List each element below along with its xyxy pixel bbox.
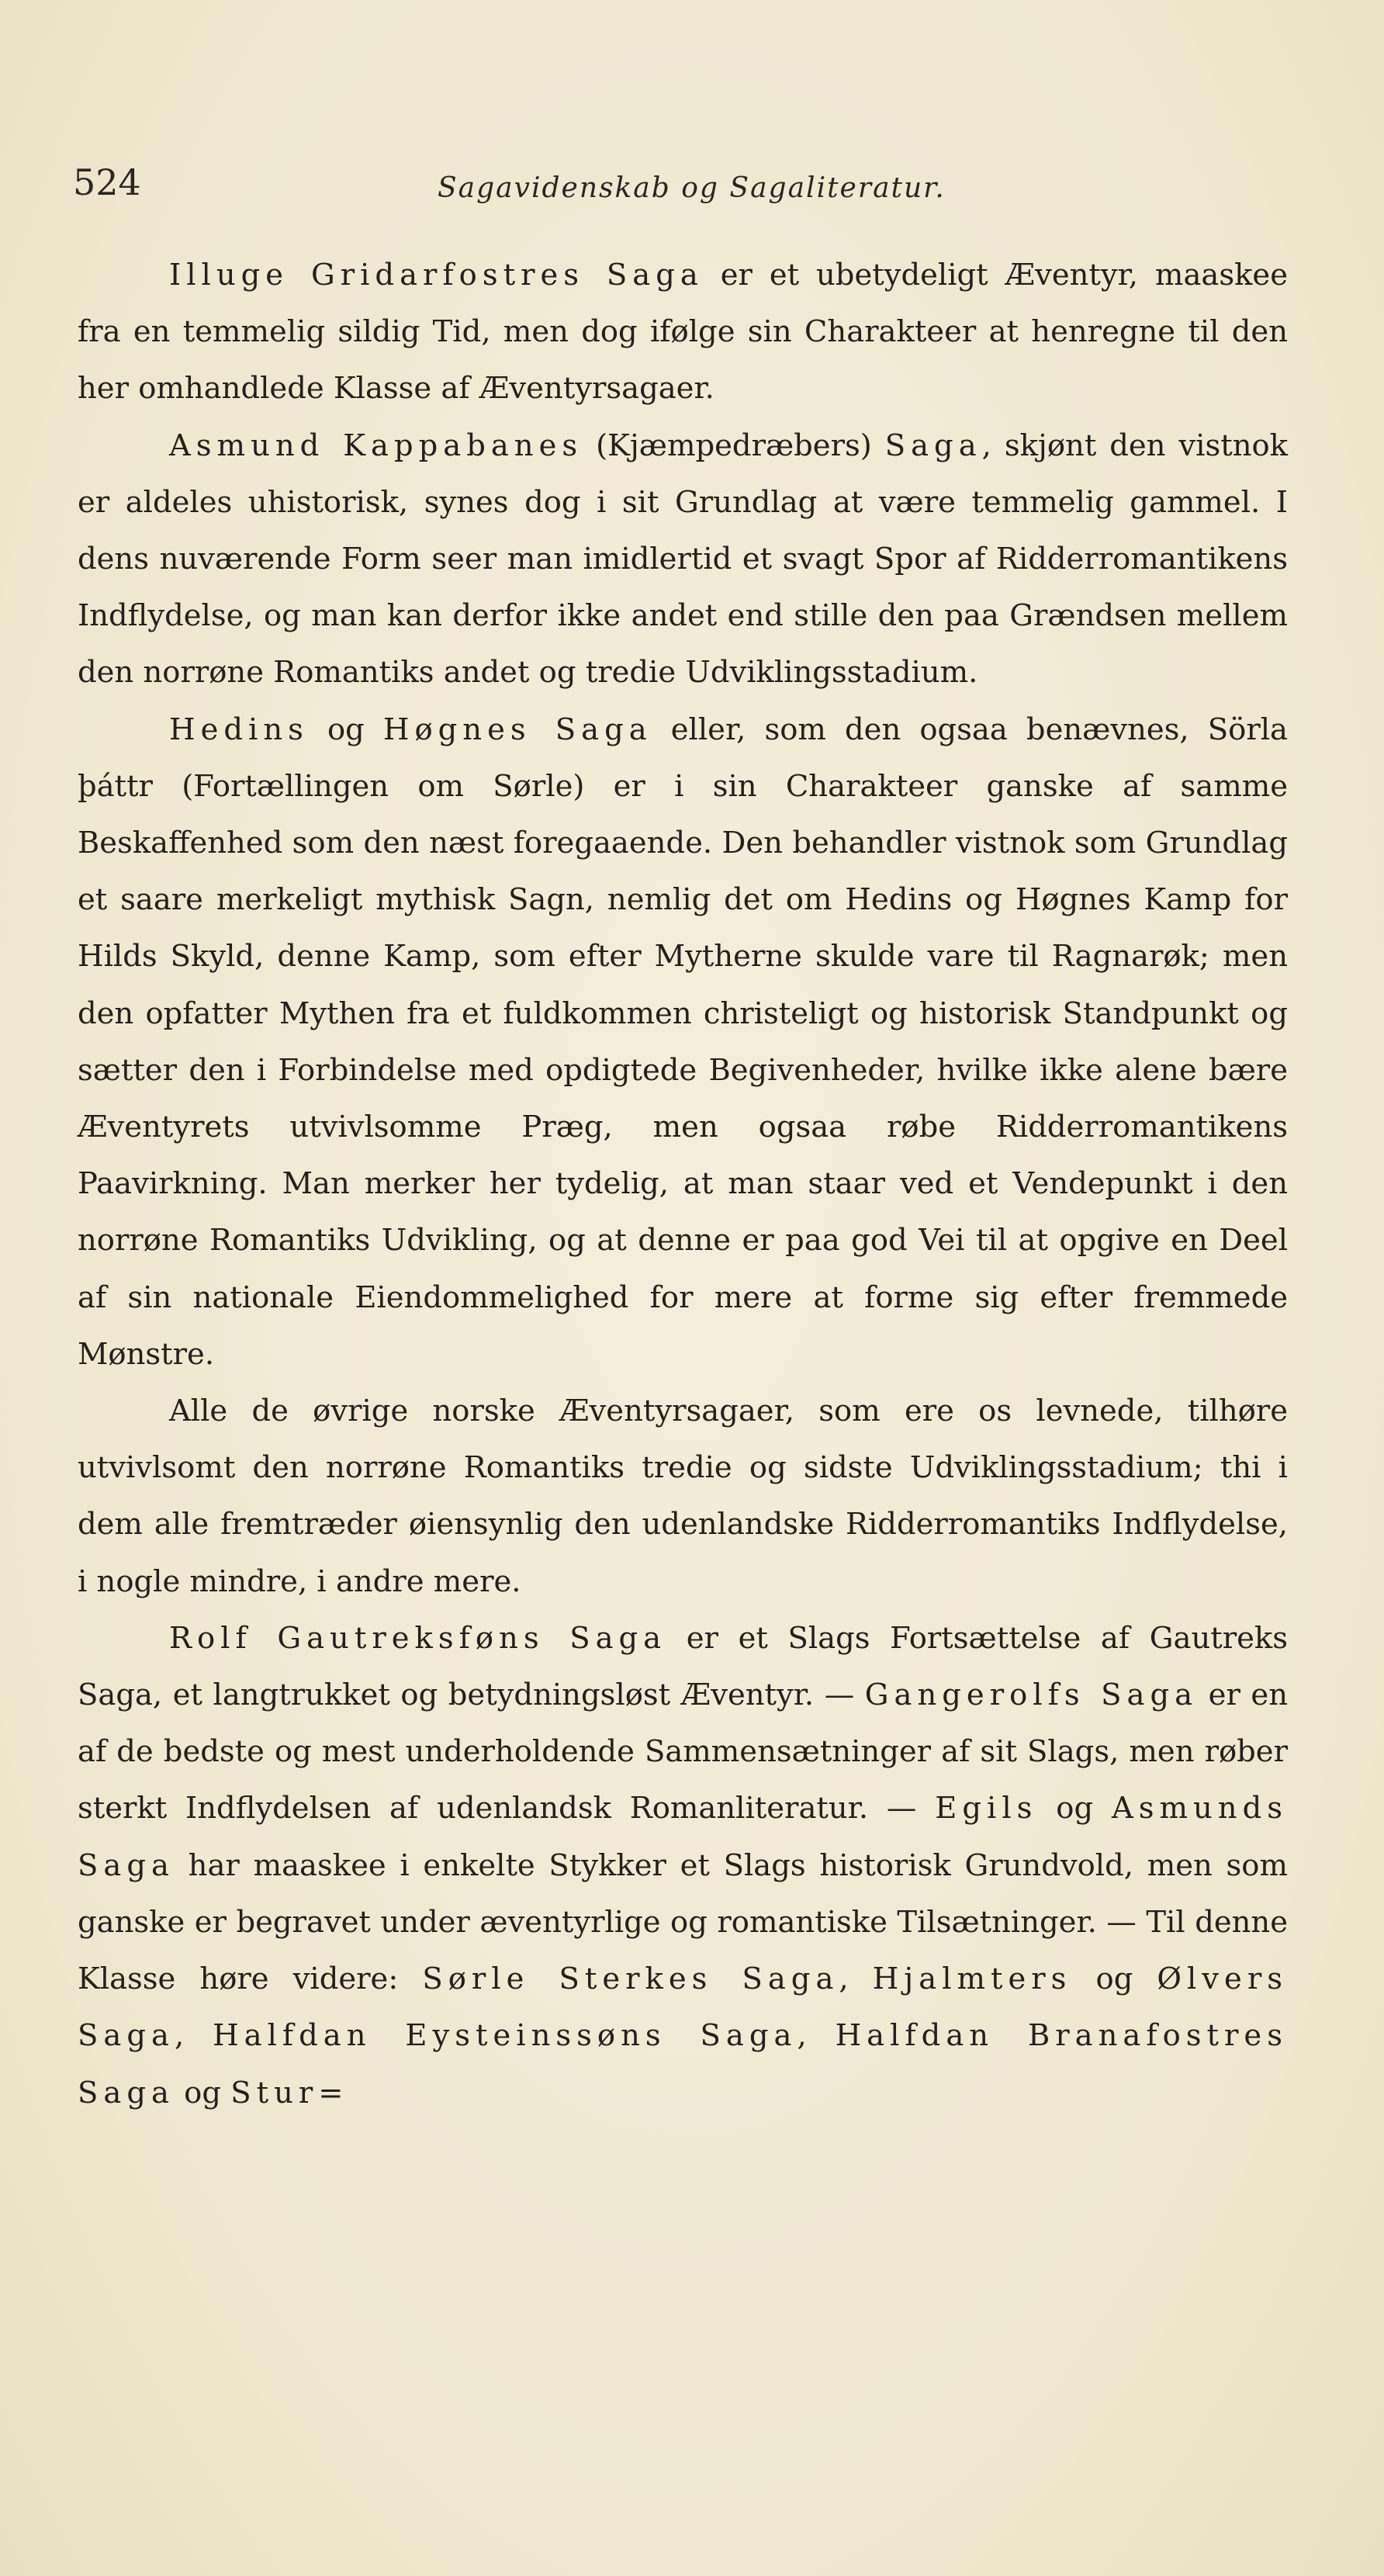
spaced-title-text: Gangerolfs Saga (864, 1678, 1199, 1713)
spaced-title-text: Hjalmters (872, 1961, 1072, 1997)
spaced-title-text: Asmunds Saga (78, 1791, 1288, 1883)
paragraph-text: har maaskee i enkelte Stykker et Slags historisk Grundvold, men som ganske er begravet under æventyrlige og romantiske Tilsætninger. — Til denne Klasse høre videre: (78, 1847, 1288, 1997)
paragraph-text: og (308, 712, 383, 747)
paragraph (78, 1383, 1288, 1610)
paragraph (78, 247, 1288, 417)
running-title: Sagavidenskab og Sagaliteratur. (438, 172, 946, 204)
paragraph-text: er en af de bedste og mest underholdende Sammensætninger af sit Slags, men røber sterkt Indflydelsen af udenlandsk Romanliteratur. — (78, 1678, 1288, 1826)
spaced-title-text: Hedins (169, 712, 309, 747)
spaced-title-text: Halfdan Eysteinssøns Saga (213, 2018, 798, 2054)
spaced-title-text: Ølvers Saga (78, 1961, 1288, 2054)
paragraph-text: er et Slags Fortsættelse af Gautreks Saga, et langtrukket og betydningsløst Æventyr. — (78, 1620, 1288, 1713)
page-header (73, 161, 1283, 223)
paragraph (78, 417, 1288, 701)
paragraph-text: og (1037, 1791, 1112, 1826)
paragraph-text: , (797, 2018, 836, 2054)
paragraph-text: og (1071, 1961, 1157, 1997)
spaced-title-text: Asmund Kappabanes (169, 428, 583, 463)
paragraph (78, 701, 1288, 1383)
paragraph-text: (Kjæmpedræbers) (583, 428, 885, 463)
page-number: 524 (73, 161, 141, 203)
paragraph (78, 1610, 1288, 2121)
paragraph-text: , skjønt den vistnok er aldeles uhistorisk, synes dog i sit Grundlag at være temmelig gammel. I dens nuværende Form seer man imidlertid et svagt Spor af Ridderromantikens Indflydelse, og man kan derfor ikke andet end stille den paa Grændsen mellem den norrøne Romantiks andet og tredie Udviklingsstadium. (78, 428, 1288, 691)
paragraph-text: og (174, 2075, 231, 2110)
paragraph-text: eller, som den ogsaa benævnes, Sörla þáttr (Fortællingen om Sørle) er i sin Charakteer ganske af samme Beskaffenhed som den næst foregaaende. Den behandler vistnok som Grundlag et saare merkeligt mythisk Sagn, nemlig det om Hedins og Høgnes Kamp for Hilds Skyld, denne Kamp, som efter Mytherne skulde vare til Ragnarøk; men den opfatter Mythen fra et fuldkommen christeligt og historisk Standpunkt og sætter den i Forbindelse med opdigtede Begivenheder, hvilke ikke alene bære Æventyrets utvivlsomme Præg, men ogsaa røbe Ridderromantikens Paavirkning. Man merker her tydelig, at man staar ved et Vendepunkt i den norrøne Romantiks Udvikling, og at denne er paa god Vei til at opgive en Deel af sin nationale Eiendommelighed for mere at forme sig efter fremmede Mønstre. (78, 712, 1288, 1372)
paragraph-text: Alle de øvrige norske Æventyrsagaer, som ere os levnede, tilhøre utvivlsomt den norrøne Romantiks tredie og sidste Udviklingsstadium; thi i dem alle fremtræder øiensynlig den udenlandske Ridderromantiks Indflydelse, i nogle mindre, i andre mere. (78, 1394, 1288, 1599)
spaced-title-text: Rolf Gautreksføns Saga (169, 1620, 667, 1656)
spaced-title-text: Sørle Sterkes Saga (422, 1961, 839, 1997)
body-text (78, 247, 1288, 2121)
paragraph-text: er et ubetydeligt Æventyr, maaskee fra en temmelig sildig Tid, men dog ifølge sin Charakteer at henregne til den her omhandlede Klasse af Æventyrsagaer. (78, 258, 1289, 407)
spaced-title-text: Saga (884, 428, 982, 463)
spaced-title-text: Halfdan Branafostres Saga (78, 2018, 1288, 2110)
spaced-title-text: Illuge Gridarfostres Saga (169, 258, 704, 293)
spaced-title-text: Egils (935, 1791, 1038, 1826)
paragraph-text: , (174, 2018, 213, 2054)
paragraph-text: , (839, 1961, 873, 1997)
spaced-title-text: Stur= (230, 2075, 349, 2110)
spaced-title-text: Høgnes Saga (382, 712, 652, 747)
